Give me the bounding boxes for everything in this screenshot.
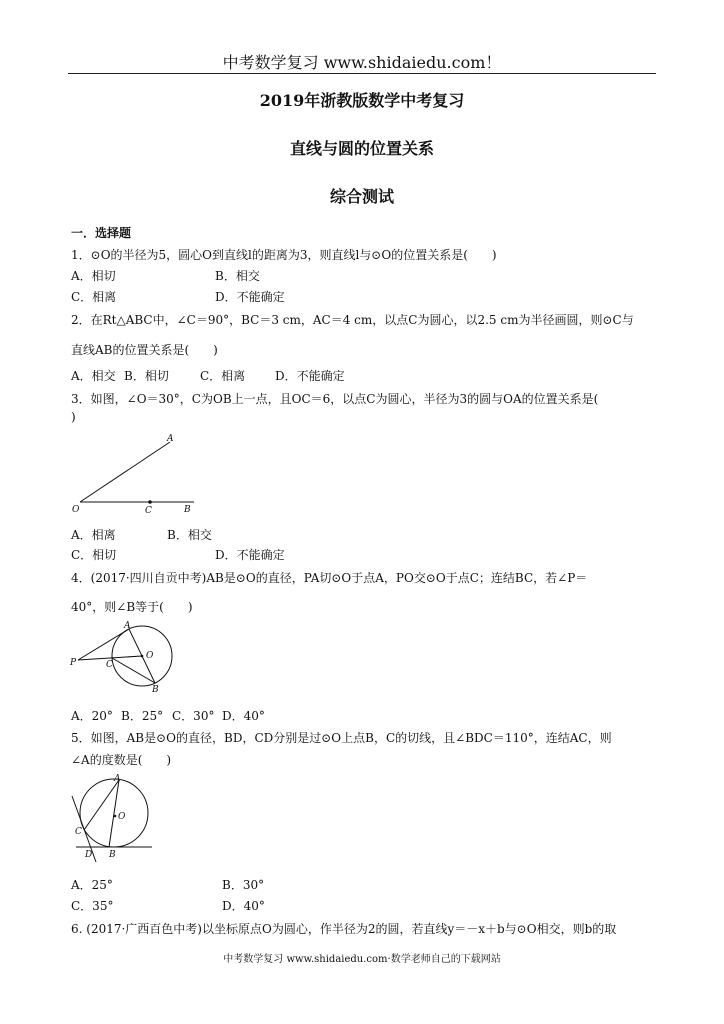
center-o <box>114 815 117 818</box>
label-b: B <box>109 850 116 860</box>
question-6-text: 6. (2017·广西百色中考)以坐标原点O为圆心，作半径为2的圆，若直线y＝－x＋b与⊙O相交，则b的取 <box>71 922 617 936</box>
label-o: O <box>146 651 154 661</box>
label-b: B <box>184 505 191 515</box>
question-2-text-line-2: 直线AB的位置关系是( ) <box>71 343 218 357</box>
label-a: A <box>167 434 174 444</box>
center-o <box>141 655 144 658</box>
topic-title: 直线与圆的位置关系 <box>289 139 434 158</box>
question-2-text-line-1: 2．在Rt△ABC中，∠C＝90°，BC＝3 cm，AC＝4 cm，以点C为圆心，以2.5 cm为半径画圆，则⊙C与 <box>71 313 634 327</box>
label-d: D <box>85 850 93 860</box>
chord-ac <box>84 780 119 830</box>
q4-option-a: A．20° <box>71 709 113 723</box>
label-c: C <box>106 660 113 670</box>
q2-option-c: C．相离 <box>200 369 246 383</box>
subtitle: 综合测试 <box>329 187 394 206</box>
q5-option-b: B．30° <box>222 878 265 892</box>
ray-oa <box>80 442 170 502</box>
page-header: 中考数学复习 www.shidaiedu.com！ <box>222 53 502 72</box>
label-p: P <box>70 658 77 668</box>
q5-option-d: D．40° <box>222 899 265 913</box>
label-o: O <box>72 505 80 515</box>
label-a: A <box>124 621 131 631</box>
question-5-text-line-2: ∠A的度数是( ) <box>71 753 172 767</box>
label-c: C <box>145 506 152 516</box>
figure-q3-angle <box>66 430 206 518</box>
question-1-text: 1．⊙O的半径为5，圆心O到直线l的距离为3，则直线l与⊙O的位置关系是( ) <box>71 248 497 262</box>
label-o: O <box>118 812 126 822</box>
q3-option-a: A．相离 <box>71 528 116 542</box>
question-5-text-line-1: 5．如图，AB是⊙O的直径，BD，CD分别是过⊙O上点B，C的切线，且∠BDC＝110°，连结AC，则 <box>71 731 612 745</box>
q4-option-d: D．40° <box>222 709 265 723</box>
q5-option-a: A．25° <box>71 878 113 892</box>
q3-option-b: B．相交 <box>167 528 212 542</box>
q2-option-a: A．相交 <box>71 369 116 383</box>
question-4-text-line-1: 4．(2017·四川自贡中考)AB是⊙O的直径，PA切⊙O于点A，PO交⊙O于点C；连结BC，若∠P＝ <box>71 571 588 585</box>
q5-option-c: C．35° <box>71 899 114 913</box>
q1-option-b: B．相交 <box>215 269 260 283</box>
header-divider <box>68 73 656 74</box>
q4-option-b: B．25° <box>121 709 164 723</box>
q3-option-c: C．相切 <box>71 548 117 562</box>
figure-q5-tangents <box>66 772 158 864</box>
q2-option-d: D．不能确定 <box>275 369 345 383</box>
q4-option-c: C．30° <box>172 709 215 723</box>
q1-option-a: A．相切 <box>71 269 116 283</box>
q2-option-b: B．相切 <box>124 369 169 383</box>
section-heading: 一．选择题 <box>71 226 132 240</box>
tangent-pa <box>78 629 129 660</box>
figure-q4-tangent <box>66 620 176 696</box>
label-b: B <box>152 685 159 695</box>
q1-option-d: D．不能确定 <box>215 290 285 304</box>
main-title: 2019年浙教版数学中考复习 <box>259 91 465 110</box>
point-c <box>148 500 152 504</box>
page-footer: 中考数学复习 www.shidaiedu.com·数学老师自己的下载网站 <box>223 954 501 965</box>
label-a: A <box>114 774 121 784</box>
question-4-text-line-2: 40°，则∠B等于( ) <box>71 600 193 614</box>
label-c: C <box>75 827 82 837</box>
question-3-text-line-2: ) <box>71 410 76 424</box>
q3-option-d: D．不能确定 <box>215 548 285 562</box>
q1-option-c: C．相离 <box>71 290 117 304</box>
question-3-text-line-1: 3．如图，∠O＝30°，C为OB上一点，且OC＝6，以点C为圆心，半径为3的圆与OA的位置关系是( <box>71 392 599 406</box>
